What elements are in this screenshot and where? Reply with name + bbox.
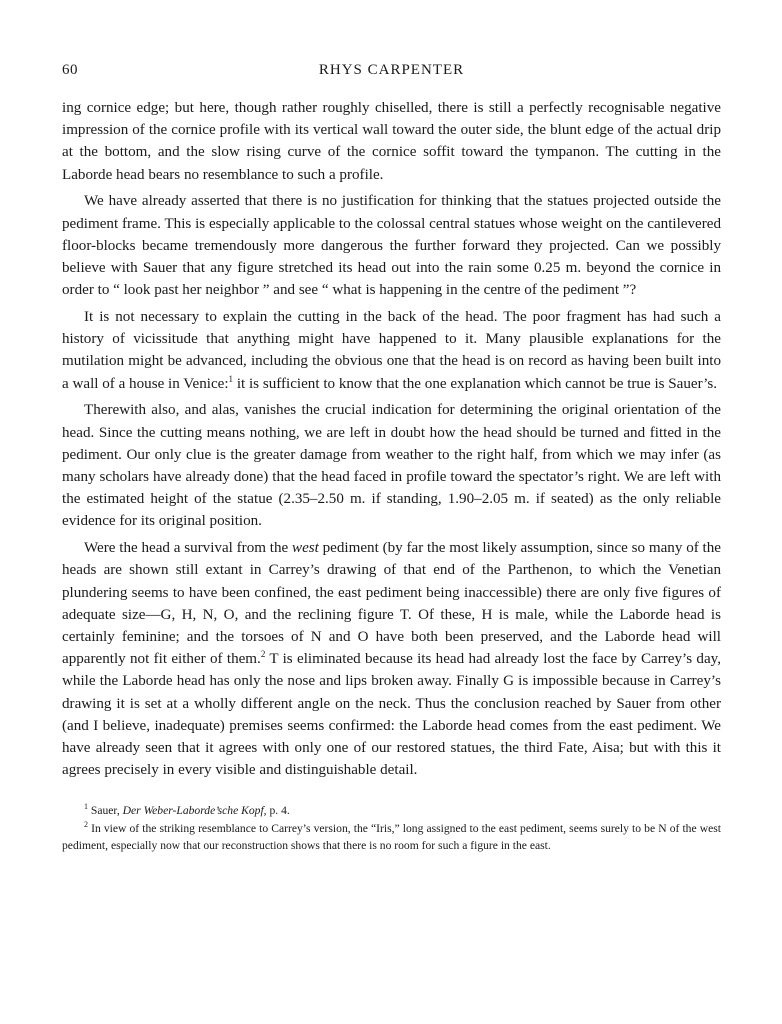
paragraph-2-text: We have already asserted that there is no justification for thinking that the statues projected outside the pediment frame. This is especially applicable to the colossal central statues whose weight on the cantilevered floor-blocks became tremendously more dangerous the further forward they projected. Can we possibly believe with Sauer that any figure stretched its head out into the rain some 0.25 m. beyond the cornice in order to “ look past her neighbor ” and see “ what is happening in the centre of the pediment ”? [62, 193, 721, 299]
paragraph-2 [62, 190, 721, 301]
footnote-ref-1: 1 [228, 373, 234, 384]
page-number: 60 [62, 62, 78, 78]
footnote-2-mark: 2 [84, 819, 88, 829]
footnote-1-mark: 1 [84, 802, 88, 812]
footnote-1-title: Der Weber-Laborde’sche Kopf, [122, 804, 267, 818]
footnote-1 [62, 802, 721, 820]
footnote-2 [62, 820, 721, 855]
paragraph-3-text-cont: it is sufficient to know that the one explanation which cannot be true is Sauer’s. [233, 375, 718, 392]
page-header [62, 62, 721, 86]
paragraph-5 [62, 537, 721, 781]
running-head: RHYS CARPENTER [318, 62, 465, 78]
footnote-1-page: p. 4. [266, 804, 290, 818]
paragraph-1 [62, 97, 721, 186]
paragraph-4-text: Therewith also, and alas, vanishes the crucial indication for determining the original orientation of the head. Since the cutting means nothing, we are left in doubt how the head should be turned and fitted in the pediment. Our only clue is the greater damage from weather to the right half, from which we may infer (as many scholars have already done) that the head faced in profile toward the spectator’s right. We are left with the estimated height of the statue (2.35–2.50 m. if standing, 1.90–2.05 m. if seated) as the only reliable evidence for its original position. [62, 402, 721, 530]
paragraph-5-text-end: T is eliminated because its head had already lost the face by Carrey’s day, while the Laborde head has only the nose and lips broken away. Finally G is impossible because in Carrey’s drawing it is set at a wholly different angle on the neck. Thus the conclusion reached by Sauer from other (and I believe, inadequate) premises seems confirmed: the Laborde head comes from the east pediment. We have already seen that it agrees with only one of our restored statues, the third Fate, Aisa; but with this it agrees precisely in every visible and distinguishable detail. [62, 651, 721, 779]
footnote-2-text: In view of the striking resemblance to Carrey’s version, the “Iris,” long assigned to the east pediment, seems surely to be N of the west pediment, especially now that our reconstruction shows that there is no room for such a figure in the east. [62, 821, 721, 853]
page [62, 62, 721, 855]
footnote-ref-2: 2 [260, 649, 266, 660]
paragraph-3-text: It is not necessary to explain the cutting in the back of the head. The poor fragment has had such a history of vicissitude that anything might have happened to it. Many plausible explanations for the mutilation might be advanced, including the obvious one that the head is on record as having been built into a wall of a house in Venice: [62, 309, 721, 392]
paragraph-3 [62, 306, 721, 395]
body-text [62, 97, 721, 781]
paragraph-4 [62, 399, 721, 532]
paragraph-5-emphasis: west [292, 540, 319, 557]
footnote-1-text: Sauer, [88, 804, 123, 818]
paragraph-5-text-cont: pediment (by far the most likely assumption, since so many of the heads are shown still extant in Carrey’s drawing of that end of the Parthenon, to which the Venetian plundering seems to have been confined, the east pediment being inaccessible) there are only five figures of adequate size—G, H, N, O, and the reclining figure T. Of these, H is male, while the Laborde head is certainly feminine; and the torsoes of N and O have both been preserved, and the Laborde head will apparently not fit either of them. [62, 540, 721, 668]
paragraph-1-text: ing cornice edge; but here, though rather roughly chiselled, there is still a perfectly recognisable negative impression of the cornice profile with its vertical wall toward the outer side, the blunt edge of the actual drip at the bottom, and the slow rising curve of the cornice soffit toward the tympanon. The cutting in the Laborde head bears no resemblance to such a profile. [62, 100, 721, 183]
footnotes [62, 802, 721, 855]
paragraph-5-text: Were the head a survival from the [84, 540, 292, 557]
